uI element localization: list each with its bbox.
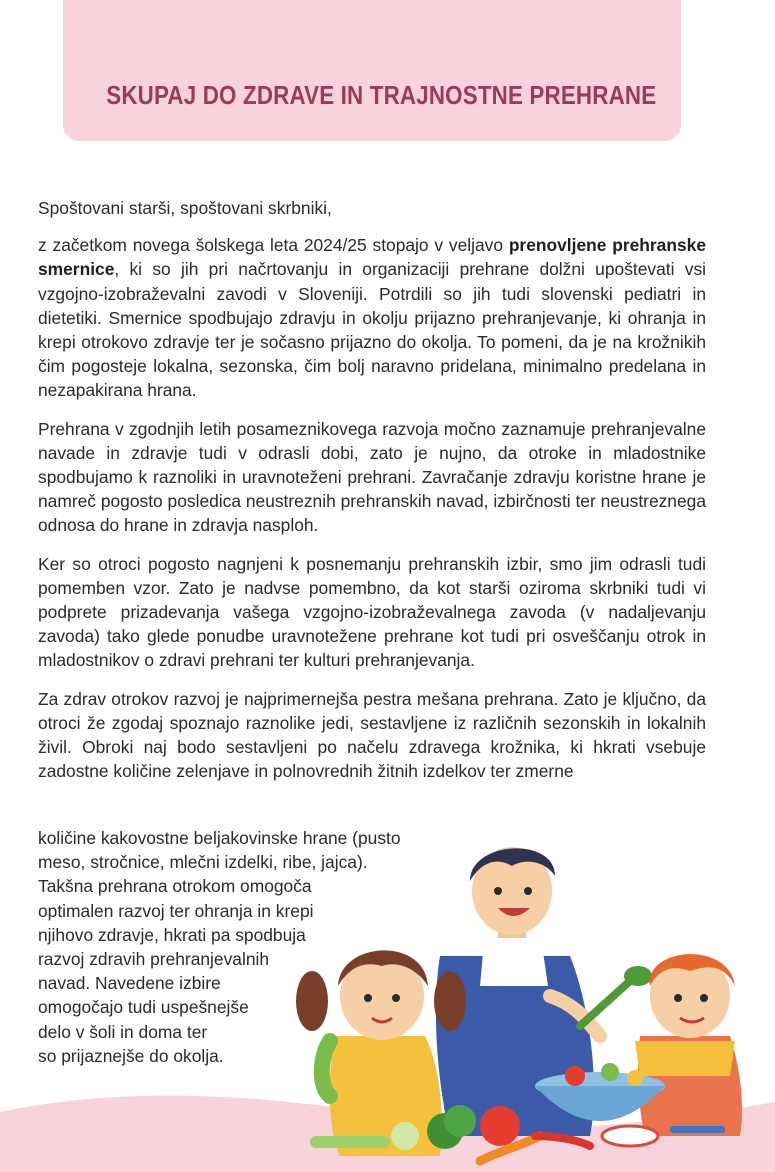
letter-body: [38, 196, 706, 797]
text-line: razvoj zdravih prehranjevalnih: [38, 949, 270, 970]
paragraph-4: Za zdrav otrokov razvoj je najprimernejša pestra mešana prehrana. Zato je ključno, da otroci že zgodaj spoznajo raznolike jedi, sestavljene iz različnih sezonskih in lokalnih živil. Obroki naj bodo sestavljeni po načelu zdravega krožnika, ki hkrati vsebuje zadostne količine zelenjave in polnovrednih žitnih izdelkov ter zmerne: [38, 688, 706, 782]
paragraph-1-bold: prenovljene prehranske smernice: [38, 235, 706, 280]
text-line: navad. Navedene izbire: [38, 973, 221, 994]
paragraph-2: Prehrana v zgodnjih letih posameznikovega razvoja močno zaznamuje prehranjevalne navade in zdravje tudi v odrasli dobi, zato je nujno, da otroke in mladostnike spodbujamo k raznoliki in uravnoteženi prehrani. Zavračanje zdravju koristne hrane je namreč pogosto posledica neustreznih prehranskih navad, izbirčnosti ter neustreznega odnosa do hrane in zdravja nasploh.: [38, 418, 706, 536]
paragraph-1-before: z začetkom novega šolskega leta 2024/25 stopajo v veljavo: [38, 235, 509, 256]
header-band: [63, 0, 681, 141]
family-cooking-illustration: [290, 836, 760, 1172]
text-line: optimalen razvoj ter ohranja in krepi: [38, 900, 314, 921]
text-line: količine kakovostne beljakovinske hrane (pusto: [38, 828, 401, 848]
text-line: Takšna prehrana otrokom omogoča: [38, 876, 312, 897]
page-title: SKUPAJ DO ZDRAVE IN TRAJNOSTNE PREHRANE: [106, 80, 657, 110]
paragraph-3: Ker so otroci pogosto nagnjeni k posnemanju prehranskih izbir, smo jim odrasli tudi pomemben vzor. Zato je nadvse pomembno, da kot starši oziroma skrbniki tudi vi podprete prizadevanja vašega vzgojno-izobraževalnega zavoda (v nadaljevanju zavoda) tako glede ponudbe uravnotežene prehrane kot tudi pri osveščanju otrok in mladostnikov o zdravi prehrani ter kulturi prehranjevanja.: [38, 553, 706, 671]
text-line: omogočajo tudi uspešnejše: [38, 997, 249, 1018]
text-line: njihovo zdravje, hkrati pa spodbuja: [38, 924, 306, 945]
boy-figure: [635, 954, 742, 1136]
text-line: meso, stročnice, mlečni izdelki, ribe, jajca).: [38, 852, 368, 873]
text-line: so prijaznejše do okolja.: [38, 1045, 224, 1066]
paragraph-1-after: , ki so jih pri načrtovanju in organizaciji prehrane dolžni upoštevati vsi vzgojno-izobraževalni zavodi v Sloveniji. Potrdili so jih tudi slovenski pediatri in dietetiki. Smernice spodbujajo zdravju in okolju prijazno prehranjevanje, ki ohranja in krepi otrokovo zdravje ter je sočasno prijazno do okolja. To pomeni, da je na krožnikih čim pogosteje lokalna, sezonska, čim bolj naravno pridelana, minimalno predelana in nezapakirana hrana.: [38, 259, 706, 401]
greeting: Spoštovani starši, spoštovani skrbniki,: [38, 198, 332, 218]
paragraph-1: [38, 233, 706, 402]
text-line: delo v šoli in doma ter: [38, 1021, 208, 1042]
